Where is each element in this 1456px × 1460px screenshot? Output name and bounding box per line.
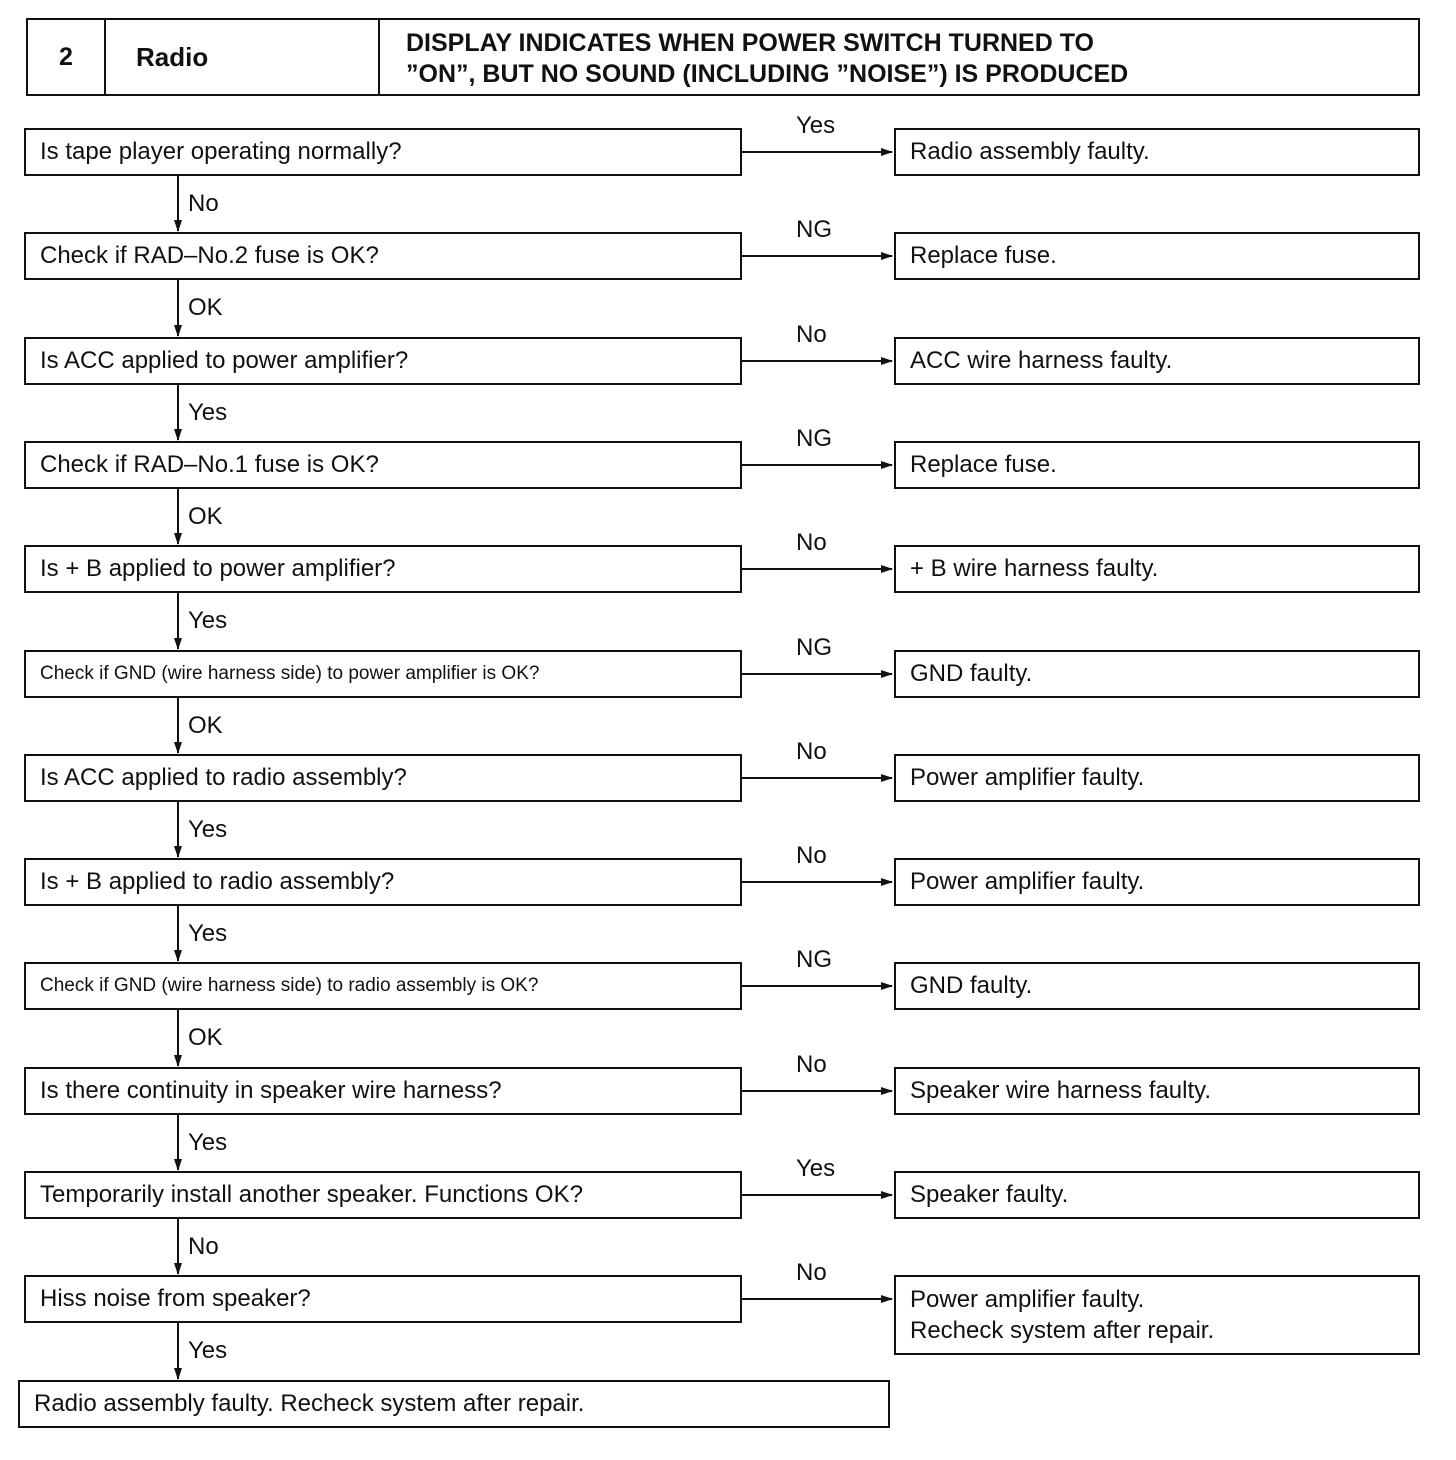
question-box: Is ACC applied to radio assembly?: [24, 754, 742, 802]
result-box: Power amplifier faulty.: [894, 858, 1420, 906]
down-label: Yes: [188, 816, 228, 843]
branch-label: NG: [796, 425, 832, 452]
branch-label: NG: [796, 216, 832, 243]
question-box: Temporarily install another speaker. Functions OK?: [24, 1171, 742, 1219]
result-line1: Power amplifier faulty.: [910, 1286, 1145, 1313]
result-box: GND faulty.: [894, 962, 1420, 1010]
branch-label: No: [796, 1051, 827, 1078]
result-box: ACC wire harness faulty.: [894, 337, 1420, 385]
result-box: + B wire harness faulty.: [894, 545, 1420, 593]
question-box: Check if RAD–No.1 fuse is OK?: [24, 441, 742, 489]
down-label: Yes: [188, 1129, 228, 1156]
result-box: Radio assembly faulty.: [894, 128, 1420, 176]
branch-label: NG: [796, 634, 832, 661]
final-result-box: Radio assembly faulty. Recheck system after repair.: [18, 1380, 890, 1428]
result-box: Power amplifier faulty.: [894, 754, 1420, 802]
result-box: [894, 1275, 1420, 1355]
branch-label: No: [796, 738, 827, 765]
down-label: OK: [188, 294, 223, 321]
question-box: Check if RAD–No.2 fuse is OK?: [24, 232, 742, 280]
result-box: Replace fuse.: [894, 441, 1420, 489]
result-line2: Recheck system after repair.: [910, 1317, 1215, 1344]
question-box: Check if GND (wire harness side) to power amplifier is OK?: [24, 650, 742, 698]
result-box: Replace fuse.: [894, 232, 1420, 280]
header-description-line2: ”ON”, BUT NO SOUND (INCLUDING ”NOISE”) IS PRODUCED: [406, 60, 1129, 88]
result-box: GND faulty.: [894, 650, 1420, 698]
down-label: Yes: [188, 1337, 228, 1364]
branch-label: Yes: [796, 1155, 836, 1182]
down-label: OK: [188, 503, 223, 530]
down-label: No: [188, 1233, 219, 1260]
question-box: Is there continuity in speaker wire harness?: [24, 1067, 742, 1115]
question-box: Is tape player operating normally?: [24, 128, 742, 176]
question-box: Hiss noise from speaker?: [24, 1275, 742, 1323]
branch-label: NG: [796, 946, 832, 973]
down-label: Yes: [188, 399, 228, 426]
down-label: OK: [188, 712, 223, 739]
branch-label: No: [796, 529, 827, 556]
branch-label: No: [796, 1259, 827, 1286]
down-label: No: [188, 190, 219, 217]
branch-label: No: [796, 842, 827, 869]
down-label: Yes: [188, 920, 228, 947]
result-box: Speaker wire harness faulty.: [894, 1067, 1420, 1115]
header-system: Radio: [106, 20, 380, 94]
header-description-line1: DISPLAY INDICATES WHEN POWER SWITCH TURNED TO: [406, 29, 1095, 57]
question-box: Check if GND (wire harness side) to radio assembly is OK?: [24, 962, 742, 1010]
down-label: Yes: [188, 607, 228, 634]
down-label: OK: [188, 1024, 223, 1051]
question-box: Is ACC applied to power amplifier?: [24, 337, 742, 385]
question-box: Is + B applied to power amplifier?: [24, 545, 742, 593]
header-number: 2: [28, 20, 106, 94]
result-box: Speaker faulty.: [894, 1171, 1420, 1219]
branch-label: Yes: [796, 112, 836, 139]
branch-label: No: [796, 321, 827, 348]
question-box: Is + B applied to radio assembly?: [24, 858, 742, 906]
